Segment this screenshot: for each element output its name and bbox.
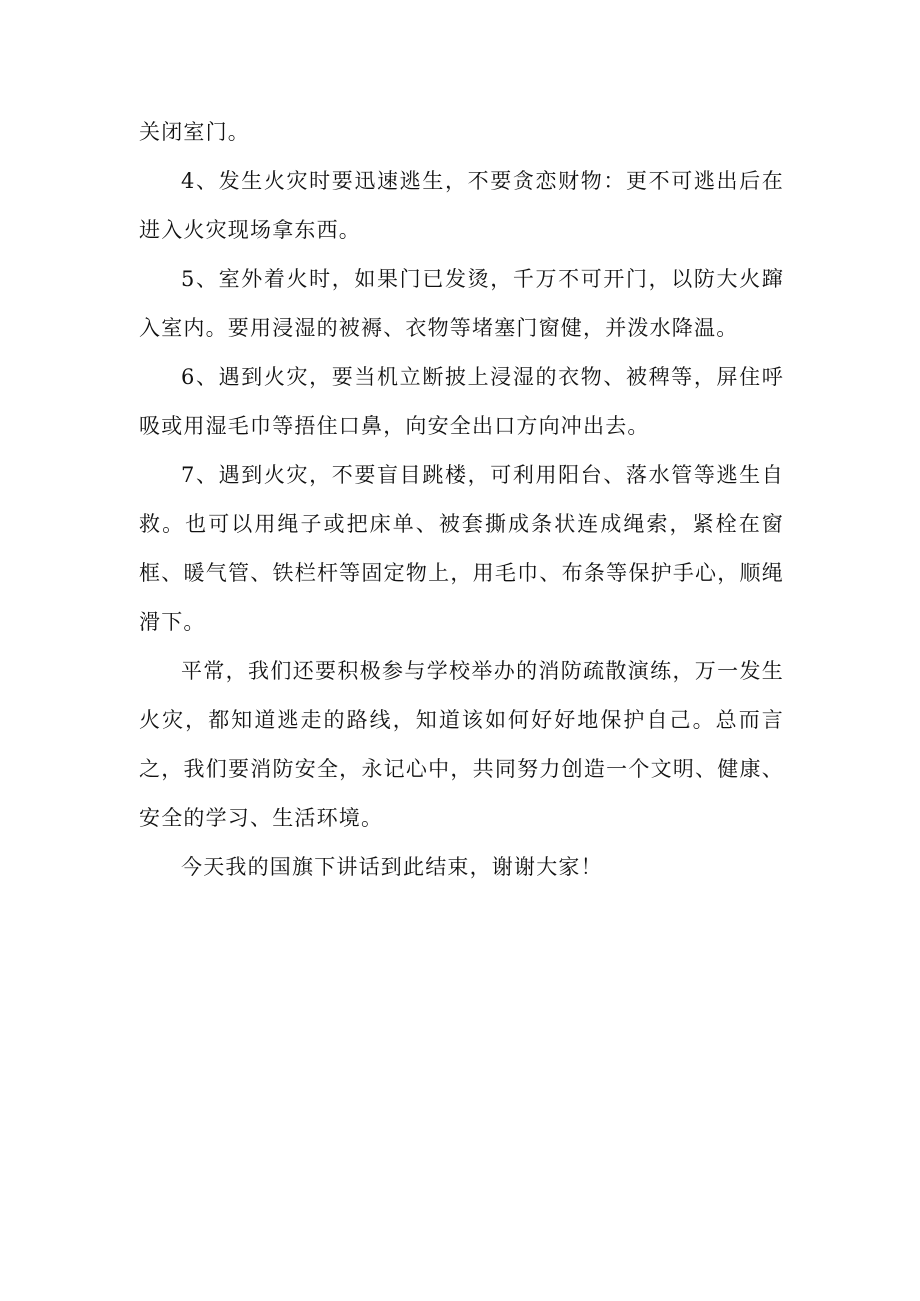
paragraph-summary: 平常，我们还要积极参与学校举办的消防疏散演练，万一发生火灾，都知道逃走的路线，知道该如何好好地保护自己。总而言之，我们要消防安全，永记心中，共同努力创造一个文明、健康、安全的学习、生活环境。 xyxy=(139,659,784,830)
paragraph-item-7: 7、遇到火灾，不要盲目跳楼，可利用阳台、落水管等逃生自救。也可以用绳子或把床单、被套撕成条状连成绳索，紧栓在窗框、暖气管、铁栏杆等固定物上，用毛巾、布条等保护手心，顺绳滑下。 xyxy=(139,463,784,634)
paragraph-item-4: 4、发生火灾时要迅速逃生，不要贪恋财物：更不可逃出后在进入火灾现场拿东西。 xyxy=(139,169,784,242)
paragraph-closing: 今天我的国旗下讲话到此结束，谢谢大家！ xyxy=(181,855,603,879)
paragraph-continuation: 关闭室门。 xyxy=(139,120,250,144)
document-body xyxy=(139,108,784,892)
paragraph-item-5: 5、室外着火时，如果门已发烫，千万不可开门，以防大火蹿入室内。要用浸湿的被褥、衣物等堵塞门窗健，并泼水降温。 xyxy=(139,267,784,340)
paragraph-item-6: 6、遇到火灾，要当机立断披上浸湿的衣物、被稗等，屏住呼吸或用湿毛巾等捂住口鼻，向安全出口方向冲出去。 xyxy=(139,365,784,438)
